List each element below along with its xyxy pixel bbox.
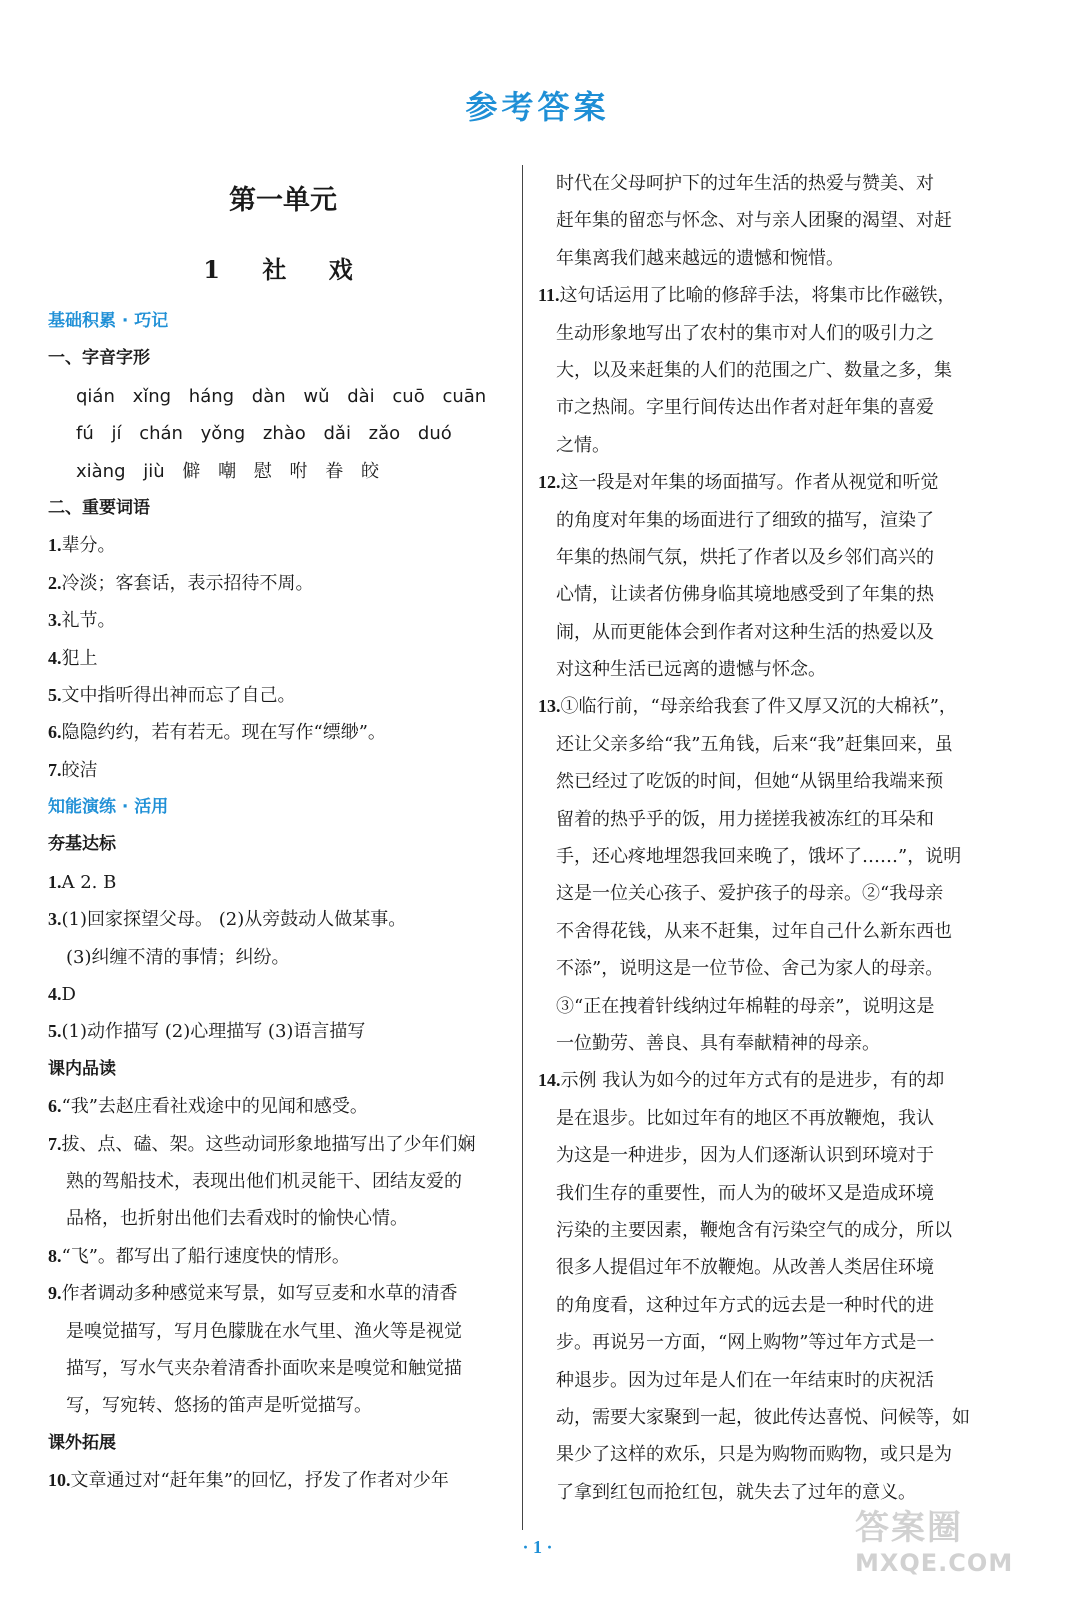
question-number: 8. xyxy=(48,1245,62,1266)
answer-line xyxy=(538,352,1028,389)
answer-line xyxy=(48,565,518,602)
answer-line xyxy=(538,1212,1028,1249)
answer-line xyxy=(538,1362,1028,1399)
answer-line xyxy=(538,688,1028,725)
answer-text: 为这是一种进步，因为人们逐渐认识到环境对于 xyxy=(556,1145,934,1167)
answer-line xyxy=(48,1462,518,1499)
answer-line xyxy=(538,315,1028,352)
answer-text: 很多人提倡过年不放鞭炮。从改善人类居住环境 xyxy=(556,1257,934,1279)
answer-text: 是嗅觉描写，写月色朦胧在水气里、渔火等是视觉 xyxy=(66,1320,462,1342)
answer-text: 时代在父母呵护下的过年生活的热爱与赞美、对 xyxy=(556,173,934,194)
answer-line xyxy=(48,677,518,714)
question-number: 6. xyxy=(48,1096,62,1117)
answer-line xyxy=(538,1175,1028,1212)
answer-line xyxy=(48,378,518,415)
question-number: 5. xyxy=(48,684,62,705)
answer-text: 不舍得花钱，从来不赶集，过年自己什么新东西也 xyxy=(556,920,952,942)
question-number: 1. xyxy=(48,871,62,892)
right-column xyxy=(538,165,1028,1511)
answer-text: 生动形象地写出了农村的集市对人们的吸引力之 xyxy=(556,322,934,344)
answer-text: 市之热闹。字里行间传达出作者对赶年集的喜爱 xyxy=(556,397,934,419)
question-number: 2. xyxy=(48,572,62,593)
question-number: 4. xyxy=(48,984,62,1005)
answer-text: 闹，从而更能体会到作者对这种生活的热爱以及 xyxy=(556,621,934,643)
answer-line xyxy=(48,527,518,564)
answer-line xyxy=(48,1387,518,1424)
answer-text: 示例 我认为如今的过年方式有的是进步，有的却 xyxy=(560,1070,945,1092)
answer-text: 是在退步。比如过年有的地区不再放鞭炮，我认 xyxy=(556,1107,934,1129)
answer-line xyxy=(48,303,518,340)
question-number: 4. xyxy=(48,647,62,668)
answer-line xyxy=(48,752,518,789)
answer-line xyxy=(538,1137,1028,1174)
answer-line xyxy=(48,901,518,938)
question-number: 13. xyxy=(538,696,561,717)
answer-line xyxy=(48,415,518,452)
answer-line xyxy=(538,1436,1028,1473)
answer-line xyxy=(538,1100,1028,1137)
question-number: 3. xyxy=(48,909,62,930)
left-column xyxy=(48,165,518,1500)
answer-text: 还让父亲多给“我”五角钱，后来“我”赶集回来，虽 xyxy=(556,733,953,755)
answer-text: 作者调动多种感觉来写景，如写豆麦和水草的清香 xyxy=(61,1283,458,1305)
answer-text: 之情。 xyxy=(556,434,610,456)
unit-title: 第一单元 xyxy=(229,185,337,216)
question-number: 3. xyxy=(48,610,62,631)
answer-line xyxy=(538,165,1028,202)
answer-line xyxy=(538,988,1028,1025)
answer-text: xiàng jiù 僻 嘲 慰 咐 眷 皎 xyxy=(76,460,379,482)
question-number: 11. xyxy=(538,285,560,306)
answer-text: 一、字音字形 xyxy=(48,348,150,369)
answer-text: 我们生存的重要性，而人为的破坏又是造成环境 xyxy=(556,1182,934,1204)
answer-text: 这是一位关心孩子、爱护孩子的母亲。②“我母亲 xyxy=(556,883,944,905)
answer-line xyxy=(538,651,1028,688)
answer-line xyxy=(538,240,1028,277)
watermark-bottom: MXQE.COM xyxy=(855,1549,1014,1577)
answer-line xyxy=(48,1275,518,1312)
answer-text: 的角度对年集的场面进行了细致的描写，渲染了 xyxy=(556,509,934,531)
answer-line xyxy=(538,950,1028,987)
question-number: 9. xyxy=(48,1283,62,1304)
answer-text: 不添”，说明这是一位节俭、舍己为家人的母亲。 xyxy=(556,958,944,980)
answer-text: 文章通过对“赶年集”的回忆，抒发了作者对少年 xyxy=(70,1470,449,1492)
answer-text: (3)纠缠不清的事情；纠纷。 xyxy=(66,946,290,968)
answer-line xyxy=(48,340,518,377)
answer-line xyxy=(48,826,518,863)
answer-text: ③“正在拽着针线纳过年棉鞋的母亲”，说明这是 xyxy=(556,995,935,1017)
answer-line xyxy=(538,1287,1028,1324)
right-answer-lines xyxy=(538,165,1028,1511)
question-number: 5. xyxy=(48,1021,62,1042)
answer-line xyxy=(48,939,518,976)
answer-text: 动，需要大家聚到一起，彼此传达喜悦、问候等，如 xyxy=(556,1406,970,1428)
answer-line xyxy=(538,576,1028,613)
answer-line xyxy=(48,1200,518,1237)
answer-line xyxy=(538,539,1028,576)
answer-line xyxy=(48,1350,518,1387)
answer-line xyxy=(538,1249,1028,1286)
answer-line xyxy=(48,976,518,1013)
answer-text: A 2. B xyxy=(61,871,117,893)
answer-line xyxy=(538,277,1028,314)
answer-text: 熟的驾船技术，表现出他们机灵能干、团结友爱的 xyxy=(66,1170,462,1192)
answer-text: 然已经过了吃饭的时间，但她“从锅里给我端来预 xyxy=(556,771,944,793)
answer-line xyxy=(48,1238,518,1275)
answer-text: 知能演练 · 活用 xyxy=(48,797,169,818)
answer-line xyxy=(48,714,518,751)
answer-line xyxy=(538,763,1028,800)
answer-line xyxy=(48,1013,518,1050)
answer-text: 犯上 xyxy=(61,647,98,669)
lesson-title: 1 社 戏 xyxy=(203,255,363,284)
answer-text: 冷淡；客套话，表示招待不周。 xyxy=(61,572,314,594)
question-number: 7. xyxy=(48,759,62,780)
answer-text: 课内品读 xyxy=(48,1058,116,1079)
answer-text: 心情，让读者仿佛身临其境地感受到了年集的热 xyxy=(556,584,934,606)
answer-text: “我”去赵庄看社戏途中的见闻和感受。 xyxy=(61,1096,368,1118)
answer-text: 拔、点、磕、架。这些动词形象地描写出了少年们娴 xyxy=(61,1133,476,1155)
answer-line xyxy=(48,640,518,677)
answer-line xyxy=(538,464,1028,501)
answer-text: (1)动作描写 (2)心理描写 (3)语言描写 xyxy=(61,1021,366,1043)
answer-text: 夯基达标 xyxy=(48,834,116,855)
answer-line xyxy=(538,726,1028,763)
answer-text: 品格，也折射出他们去看戏时的愉快心情。 xyxy=(66,1208,408,1230)
question-number: 10. xyxy=(48,1470,71,1491)
question-number: 6. xyxy=(48,722,62,743)
answer-line xyxy=(48,1313,518,1350)
question-number: 12. xyxy=(538,472,561,493)
answer-text: ①临行前，“母亲给我套了件又厚又沉的大棉袄”， xyxy=(560,696,957,718)
answer-line xyxy=(538,427,1028,464)
watermark-top: 答案圈 xyxy=(855,1508,963,1548)
answer-text: 礼节。 xyxy=(61,610,116,632)
answer-text: 皎洁 xyxy=(61,759,98,781)
answer-text: 一位勤劳、善良、具有奉献精神的母亲。 xyxy=(556,1032,880,1054)
answer-line xyxy=(48,789,518,826)
page-title: 参考答案 xyxy=(465,88,610,126)
answer-text: 写，写宛转、悠扬的笛声是听觉描写。 xyxy=(66,1395,372,1417)
answer-line xyxy=(48,1088,518,1125)
answer-text: 了拿到红包而抢红包，就失去了过年的意义。 xyxy=(556,1481,916,1503)
answer-line xyxy=(48,490,518,527)
question-number: 7. xyxy=(48,1133,62,1154)
answer-text: (1)回家探望父母。 (2)从旁鼓动人做某事。 xyxy=(61,909,407,931)
answer-line xyxy=(538,1062,1028,1099)
answer-line xyxy=(538,1025,1028,1062)
answer-line xyxy=(48,864,518,901)
answer-text: 辈分。 xyxy=(61,535,116,557)
left-answer-lines xyxy=(48,303,518,1500)
answer-text: 大，以及来赶集的人们的范围之广、数量之多，集 xyxy=(556,359,952,381)
answer-text: 描写，写水气夹杂着清香扑面吹来是嗅觉和触觉描 xyxy=(66,1357,462,1379)
answer-line xyxy=(538,1324,1028,1361)
answer-text: 课外拓展 xyxy=(48,1432,116,1453)
answer-line xyxy=(48,1126,518,1163)
answer-line xyxy=(538,913,1028,950)
column-divider xyxy=(522,165,523,1530)
answer-line xyxy=(48,602,518,639)
watermark-logo xyxy=(855,1500,1055,1590)
answer-line xyxy=(538,801,1028,838)
answer-text: 的角度看，这种过年方式的远去是一种时代的进 xyxy=(556,1294,934,1316)
answer-text: 步。再说另一方面，“网上购物”等过年方式是一 xyxy=(556,1332,935,1354)
answer-text: “飞”。都写出了船行速度快的情形。 xyxy=(61,1245,350,1267)
answer-line xyxy=(538,614,1028,651)
answer-text: 留着的热乎乎的饭，用力搓搓我被冻红的耳朵和 xyxy=(556,808,934,830)
answer-line xyxy=(538,202,1028,239)
answer-text: 文中指听得出神而忘了自己。 xyxy=(61,684,296,706)
answer-line xyxy=(48,453,518,490)
answer-text: 年集的热闹气氛，烘托了作者以及乡邻们高兴的 xyxy=(556,546,934,568)
question-number: 14. xyxy=(538,1070,561,1091)
answer-line xyxy=(538,1399,1028,1436)
answer-text: 污染的主要因素，鞭炮含有污染空气的成分，所以 xyxy=(556,1219,952,1241)
answer-text: qián xǐng háng dàn wǔ dài cuō cuān xyxy=(76,385,487,407)
answer-line xyxy=(538,502,1028,539)
answer-line xyxy=(538,389,1028,426)
answer-text: 果少了这样的欢乐，只是为购物而购物，或只是为 xyxy=(556,1444,952,1466)
answer-text: 基础积累 · 巧记 xyxy=(48,311,169,331)
answer-line xyxy=(538,875,1028,912)
answer-text: 这句话运用了比喻的修辞手法，将集市比作磁铁， xyxy=(559,285,956,307)
answer-text: 对这种生活已远离的遗憾与怀念。 xyxy=(556,659,826,681)
answer-text: 隐隐约约，若有若无。现在写作“缥缈”。 xyxy=(61,722,386,744)
question-number: 1. xyxy=(48,535,62,556)
answer-text: 年集离我们越来越远的遗憾和惋惜。 xyxy=(556,247,844,269)
answer-text: fú jí chán yǒng zhào dǎi zǎo duó xyxy=(76,423,452,445)
answer-line xyxy=(48,1163,518,1200)
answer-line xyxy=(48,1051,518,1088)
answer-text: 手，还心疼地埋怨我回来晚了，饿坏了……”，说明 xyxy=(556,846,962,868)
answer-line xyxy=(48,1425,518,1462)
answer-text: 赶年集的留恋与怀念、对与亲人团聚的渴望、对赶 xyxy=(556,210,952,232)
page-number: · 1 · xyxy=(522,1537,553,1557)
answer-text: 二、重要词语 xyxy=(48,497,150,518)
answer-text: 种退步。因为过年是人们在一年结束时的庆祝活 xyxy=(556,1369,934,1391)
answer-text: 这一段是对年集的场面描写。作者从视觉和听觉 xyxy=(560,472,939,494)
answer-line xyxy=(538,838,1028,875)
answer-text: D xyxy=(61,984,76,1006)
